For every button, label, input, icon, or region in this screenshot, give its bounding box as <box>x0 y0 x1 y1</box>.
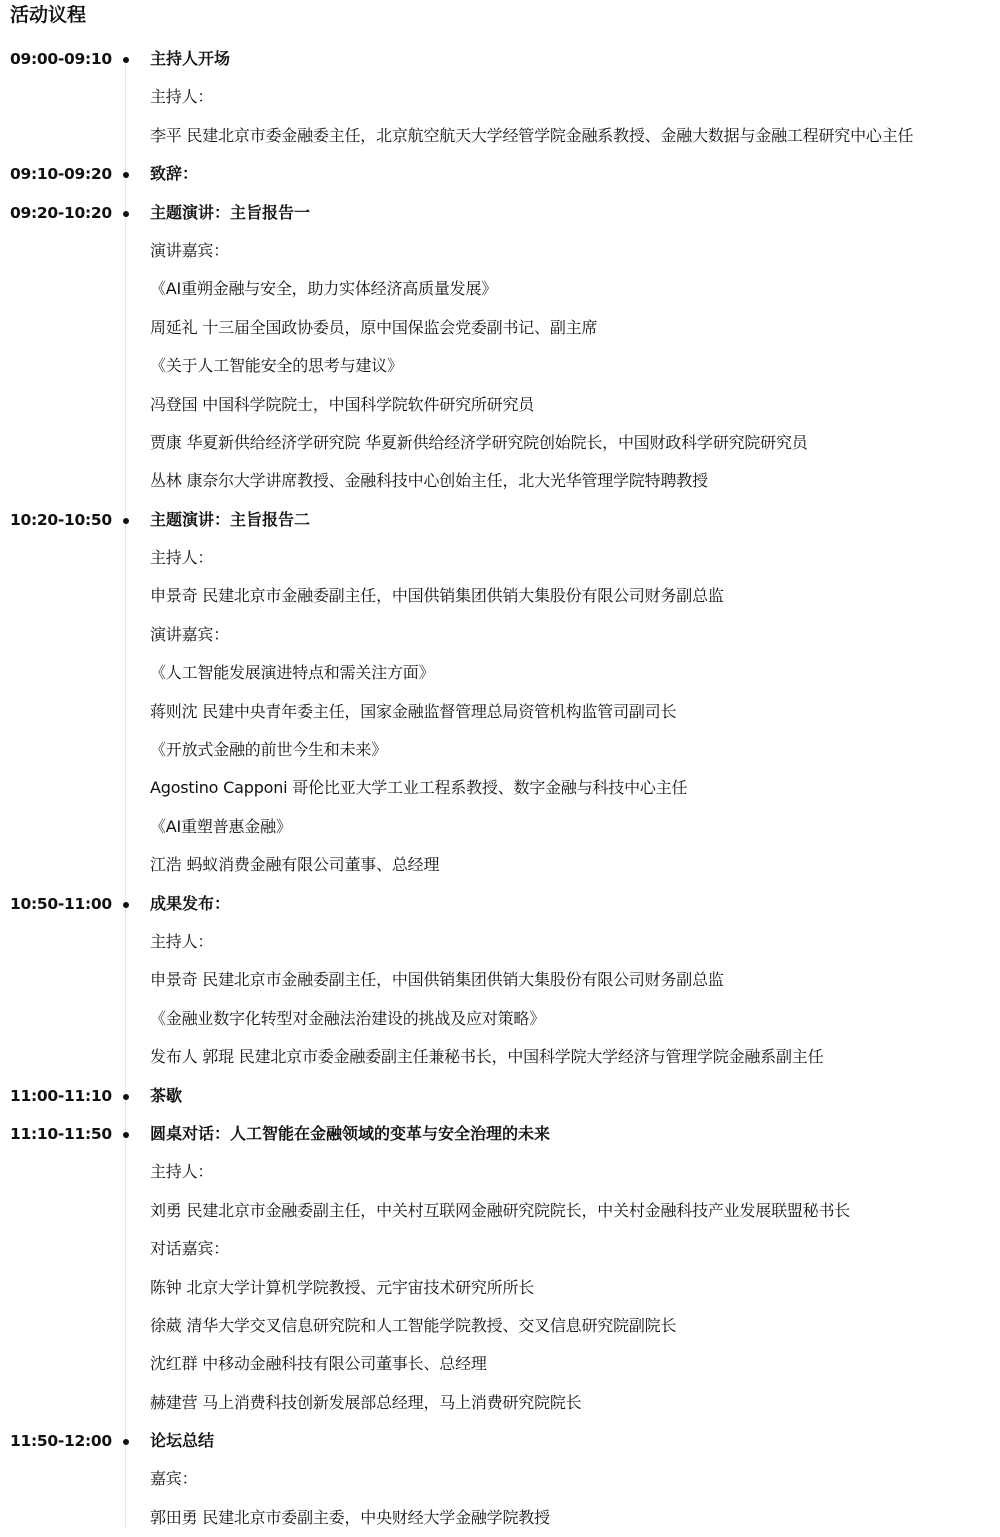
timeline-bullet-icon <box>123 518 129 524</box>
session-row <box>0 885 1000 923</box>
session-detail-row <box>0 462 1000 500</box>
session-detail-row <box>0 1230 1000 1268</box>
session-row <box>0 1422 1000 1460</box>
session-detail-text: 演讲嘉宾： <box>150 624 230 644</box>
timeline-bullet-icon <box>123 902 129 908</box>
session-row <box>0 155 1000 193</box>
session-detail-row <box>0 654 1000 692</box>
session-detail-text: 主持人： <box>150 87 214 107</box>
session-time: 09:00-09:10 <box>10 50 112 68</box>
session-detail-text: 周延礼 十三届全国政协委员，原中国保监会党委副书记、副主席 <box>150 317 598 337</box>
session-detail-text: 《开放式金融的前世今生和未来》 <box>150 740 388 760</box>
session-time: 10:20-10:50 <box>10 510 112 529</box>
session-detail-row <box>0 1038 1000 1076</box>
timeline-bullet-icon <box>123 1439 129 1445</box>
session-detail-text: 郭田勇 民建北京市委副主委，中央财经大学金融学院教授 <box>150 1507 550 1527</box>
session-detail-row <box>0 424 1000 462</box>
session-row <box>0 1115 1000 1153</box>
session-detail-row <box>0 78 1000 116</box>
session-detail-row <box>0 923 1000 961</box>
session-time: 11:00-11:10 <box>10 1086 112 1105</box>
timeline-bullet-icon <box>123 57 129 63</box>
session-time: 09:20-10:20 <box>10 203 112 222</box>
session-detail-text: 沈红群 中移动金融科技有限公司董事长、总经理 <box>150 1354 487 1374</box>
session-detail-row <box>0 1345 1000 1383</box>
agenda-title: 活动议程 <box>10 4 87 26</box>
session-detail-row <box>0 731 1000 769</box>
session-detail-text: 主持人： <box>150 548 214 568</box>
session-detail-row <box>0 1153 1000 1191</box>
session-detail-row <box>0 616 1000 654</box>
session-time: 09:10-09:20 <box>10 165 112 184</box>
session-detail-row <box>0 270 1000 308</box>
session-detail-row <box>0 347 1000 385</box>
session-time: 10:50-11:00 <box>10 894 112 913</box>
session-detail-row <box>0 117 1000 155</box>
session-detail-row <box>0 309 1000 347</box>
session-detail-row <box>0 1307 1000 1345</box>
session-detail-row <box>0 1499 1000 1537</box>
agenda-list <box>0 40 1000 1537</box>
session-detail-text: 徐葳 清华大学交叉信息研究院和人工智能学院教授、交叉信息研究院副院长 <box>150 1315 677 1335</box>
session-detail-text: 蒋则沈 民建中央青年委主任，国家金融监督管理总局资管机构监管司副司长 <box>150 701 677 721</box>
session-row <box>0 1077 1000 1115</box>
session-detail-row <box>0 808 1000 846</box>
session-detail-text: 陈钟 北京大学计算机学院教授、元宇宙技术研究所所长 <box>150 1277 535 1297</box>
session-row <box>0 501 1000 539</box>
session-detail-row <box>0 539 1000 577</box>
session-detail-text: 李平 民建北京市委金融委主任，北京航空航天大学经管学院金融系教授、金融大数据与金融工程研究中心主任 <box>150 125 914 145</box>
session-detail-text: 冯登国 中国科学院院士，中国科学院软件研究所研究员 <box>150 394 535 414</box>
session-heading: 论坛总结 <box>150 1431 215 1451</box>
session-detail-text: 丛林 康奈尔大学讲席教授、金融科技中心创始主任，北大光华管理学院特聘教授 <box>150 471 708 491</box>
session-detail-row <box>0 1000 1000 1038</box>
session-detail-row <box>0 577 1000 615</box>
session-detail-row <box>0 1460 1000 1498</box>
session-detail-text: 《AI重塑普惠金融》 <box>150 816 292 836</box>
session-detail-text: 嘉宾： <box>150 1469 198 1489</box>
session-heading: 主题演讲：主旨报告二 <box>150 509 311 529</box>
timeline-bullet-icon <box>123 1132 129 1138</box>
session-row <box>0 40 1000 78</box>
session-detail-text: 《人工智能发展演进特点和需关注方面》 <box>150 663 435 683</box>
session-detail-row <box>0 1384 1000 1422</box>
session-detail-text: 对话嘉宾： <box>150 1239 230 1259</box>
session-detail-text: 《AI重朔金融与安全，助力实体经济高质量发展》 <box>150 279 498 299</box>
session-detail-text: 发布人 郭琨 民建北京市委金融委副主任兼秘书长，中国科学院大学经济与管理学院金融系副主任 <box>150 1047 824 1067</box>
session-detail-text: 申景奇 民建北京市金融委副主任，中国供销集团供销大集股份有限公司财务副总监 <box>150 586 724 606</box>
session-detail-row <box>0 386 1000 424</box>
session-detail-row <box>0 1192 1000 1230</box>
session-detail-row <box>0 232 1000 270</box>
timeline-bullet-icon <box>123 211 129 217</box>
session-detail-text: 贾康 华夏新供给经济学研究院 华夏新供给经济学研究院创始院长，中国财政科学研究院研究员 <box>150 432 808 452</box>
session-detail-text: 《金融业数字化转型对金融法治建设的挑战及应对策略》 <box>150 1008 546 1028</box>
session-detail-text: 江浩 蚂蚁消费金融有限公司董事、总经理 <box>150 855 440 875</box>
session-detail-row <box>0 769 1000 807</box>
session-heading: 主持人开场 <box>150 49 231 68</box>
session-heading: 圆桌对话：人工智能在金融领域的变革与安全治理的未来 <box>150 1123 551 1143</box>
session-detail-text: 主持人： <box>150 1162 214 1182</box>
session-detail-row <box>0 693 1000 731</box>
session-detail-text: 演讲嘉宾： <box>150 240 230 260</box>
session-detail-text: 《关于人工智能安全的思考与建议》 <box>150 356 403 376</box>
session-heading: 成果发布： <box>150 893 231 913</box>
session-detail-row <box>0 961 1000 999</box>
session-detail-row <box>0 846 1000 884</box>
session-row <box>0 194 1000 232</box>
session-detail-row <box>0 1269 1000 1307</box>
session-detail-text: 刘勇 民建北京市金融委副主任，中关村互联网金融研究院院长，中关村金融科技产业发展联盟秘书长 <box>150 1200 851 1220</box>
timeline-bullet-icon <box>123 172 129 178</box>
session-time: 11:50-12:00 <box>10 1432 112 1451</box>
session-detail-text: 赫建营 马上消费科技创新发展部总经理，马上消费研究院院长 <box>150 1392 582 1412</box>
session-time: 11:10-11:50 <box>10 1124 112 1143</box>
session-heading: 主题演讲：主旨报告一 <box>150 202 311 222</box>
session-heading: 茶歇 <box>150 1085 183 1105</box>
timeline-bullet-icon <box>123 1094 129 1100</box>
session-detail-text: Agostino Capponi 哥伦比亚大学工业工程系教授、数字金融与科技中心主任 <box>150 778 688 798</box>
session-detail-text: 主持人： <box>150 931 214 951</box>
session-detail-text: 申景奇 民建北京市金融委副主任，中国供销集团供销大集股份有限公司财务副总监 <box>150 970 724 990</box>
session-heading: 致辞： <box>150 164 199 184</box>
